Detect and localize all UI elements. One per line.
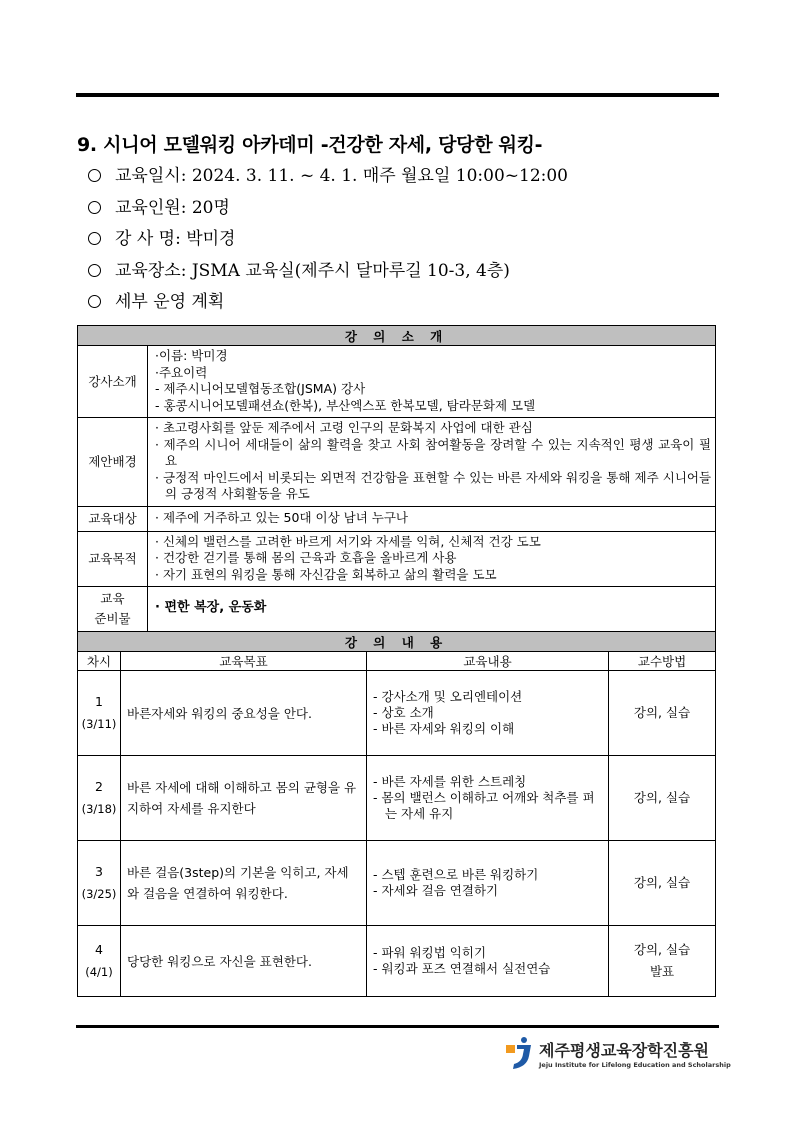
overview-item: 강 사 명: 박미경 bbox=[88, 226, 568, 258]
content-cell: - 강사소개 및 오리엔테이션 - 상호 소개 - 바른 자세와 워킹의 이해 bbox=[367, 671, 609, 756]
purpose-info: · 신체의 밸런스를 고려한 바르게 서기와 자세를 익혀, 신체적 건강 도모 · 건강한 걷기를 통해 몸의 근육과 호흡을 올바르게 사용 · 자기 표현의 워킹을 통해 자신감을 회복하고 삶의 활력을 도모 bbox=[148, 531, 716, 587]
column-header-session: 차시 bbox=[78, 652, 121, 671]
institute-logo-icon bbox=[503, 1036, 535, 1072]
plan-table bbox=[77, 325, 716, 997]
session-cell: 1 (3/11) bbox=[78, 671, 121, 756]
overview-item: 세부 운영 계획 bbox=[88, 289, 568, 321]
circle-bullet-icon bbox=[88, 201, 101, 214]
circle-bullet-icon bbox=[88, 169, 101, 182]
overview-item: 교육일시: 2024. 3. 11. ~ 4. 1. 매주 월요일 10:00~12:00 bbox=[88, 163, 568, 195]
goal-cell: 바른 자세에 대해 이해하고 몸의 균형을 유지하여 자세를 유지한다 bbox=[121, 756, 367, 841]
session-cell: 4 (4/1) bbox=[78, 926, 121, 997]
content-section-header: 강 의 내 용 bbox=[78, 632, 716, 652]
institute-subtitle: Jeju Institute for Lifelong Education and Scholarship bbox=[539, 1061, 731, 1069]
goal-cell: 당당한 워킹으로 자신을 표현한다. bbox=[121, 926, 367, 997]
page-title: 9. 시니어 모델워킹 아카데미 -건강한 자세, 당당한 워킹- bbox=[77, 134, 543, 156]
column-header-content: 교육내용 bbox=[367, 652, 609, 671]
institute-name: 제주평생교육장학진흥원 bbox=[539, 1041, 710, 1060]
content-cell: - 파워 워킹법 익히기 - 워킹과 포즈 연결해서 실전연습 bbox=[367, 926, 609, 997]
table-row bbox=[78, 756, 716, 841]
table-row bbox=[78, 841, 716, 926]
session-cell: 2 (3/18) bbox=[78, 756, 121, 841]
table-row bbox=[78, 926, 716, 997]
goal-cell: 바른자세와 워킹의 중요성을 안다. bbox=[121, 671, 367, 756]
content-cell: - 바른 자세를 위한 스트레칭 - 몸의 밸런스 이해하고 어깨와 척추를 펴는 자세 유지 bbox=[367, 756, 609, 841]
instructor-info: ·이름: 박미경 ·주요이력 - 제주시니어모델협동조합(JSMA) 강사 - 홍콩시니어모델패션쇼(한복), 부산엑스포 한복모델, 탐라문화제 모델 bbox=[148, 346, 716, 418]
target-label: 교육대상 bbox=[78, 506, 148, 531]
circle-bullet-icon bbox=[88, 295, 101, 308]
content-cell: - 스텝 훈련으로 바른 워킹하기 - 자세와 걸음 연결하기 bbox=[367, 841, 609, 926]
intro-section-header: 강 의 소 개 bbox=[78, 326, 716, 346]
top-rule bbox=[76, 93, 719, 97]
overview-item: 교육인원: 20명 bbox=[88, 195, 568, 227]
instructor-label: 강사소개 bbox=[78, 346, 148, 418]
column-header-goal: 교육목표 bbox=[121, 652, 367, 671]
method-cell: 강의, 실습 bbox=[609, 841, 716, 926]
overview-list bbox=[88, 163, 568, 321]
circle-bullet-icon bbox=[88, 264, 101, 277]
method-cell: 강의, 실습 발표 bbox=[609, 926, 716, 997]
background-info: · 초고령사회를 앞둔 제주에서 고령 인구의 문화복지 사업에 대한 관심 · 제주의 시니어 세대들이 삶의 활력을 찾고 사회 참여활동을 장려할 수 있는 지속적인 평생 교육이 필요 · 긍정적 마인드에서 비롯되는 외면적 건강함을 표현할 수 있는 바른 자세와 워킹을 통해 제주 시니어들의 긍정적 사회활동을 유도 bbox=[148, 418, 716, 507]
table-row bbox=[78, 671, 716, 756]
supplies-label: 교육 준비물 bbox=[78, 587, 148, 632]
session-cell: 3 (3/25) bbox=[78, 841, 121, 926]
method-cell: 강의, 실습 bbox=[609, 756, 716, 841]
circle-bullet-icon bbox=[88, 232, 101, 245]
target-info: · 제주에 거주하고 있는 50대 이상 남녀 누구나 bbox=[148, 506, 716, 531]
supplies-info: · 편한 복장, 운동화 bbox=[148, 587, 716, 632]
column-header-method: 교수방법 bbox=[609, 652, 716, 671]
background-label: 제안배경 bbox=[78, 418, 148, 507]
method-cell: 강의, 실습 bbox=[609, 671, 716, 756]
bottom-rule bbox=[76, 1025, 719, 1028]
purpose-label: 교육목적 bbox=[78, 531, 148, 587]
overview-item: 교육장소: JSMA 교육실(제주시 달마루길 10-3, 4층) bbox=[88, 258, 568, 290]
goal-cell: 바른 걸음(3step)의 기본을 익히고, 자세와 걸음을 연결하여 워킹한다. bbox=[121, 841, 367, 926]
